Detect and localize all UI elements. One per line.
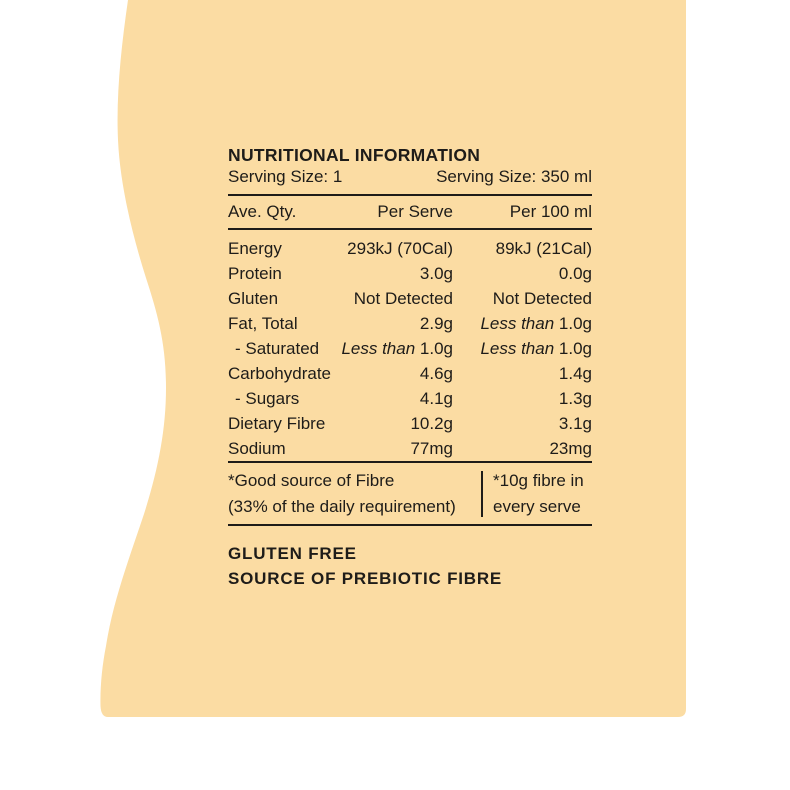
row-per-100ml: Less than 1.0g bbox=[480, 339, 592, 358]
row-label: Sodium bbox=[228, 439, 286, 458]
row-per-serve: Not Detected bbox=[353, 289, 453, 308]
row-label: Energy bbox=[228, 239, 282, 258]
table-row bbox=[228, 436, 592, 461]
row-per-serve: 10.2g bbox=[410, 414, 453, 433]
row-per-serve: 4.1g bbox=[419, 389, 453, 408]
claim-line: GLUTEN FREE bbox=[228, 544, 357, 563]
serving-row bbox=[228, 167, 592, 187]
row-label: Protein bbox=[228, 264, 282, 283]
row-per-100ml: 0.0g bbox=[558, 264, 592, 283]
table-row bbox=[228, 361, 592, 386]
serving-size-volume: Serving Size: 350 ml bbox=[436, 167, 592, 186]
footnote-right bbox=[483, 468, 584, 520]
row-per-serve: 2.9g bbox=[419, 314, 453, 333]
row-per-100ml: 89kJ (21Cal) bbox=[495, 239, 592, 258]
footnote-left-line2: (33% of the daily requirement) bbox=[228, 497, 456, 516]
row-label: - Saturated bbox=[235, 339, 320, 358]
serving-size-serve: Serving Size: 1 bbox=[228, 167, 343, 186]
table-row bbox=[228, 261, 592, 286]
footnote-right-line1: *10g fibre in bbox=[493, 471, 584, 490]
header-per-100ml: Per 100 ml bbox=[509, 202, 592, 221]
row-per-100ml: 23mg bbox=[549, 439, 592, 458]
row-per-100ml: Not Detected bbox=[492, 289, 592, 308]
table-header-row bbox=[228, 196, 592, 228]
table-row bbox=[228, 336, 592, 361]
table-row bbox=[228, 386, 592, 411]
header-per-serve: Per Serve bbox=[377, 202, 453, 221]
row-per-100ml: 1.3g bbox=[558, 389, 592, 408]
claims bbox=[228, 541, 592, 591]
row-per-100ml: 1.4g bbox=[558, 364, 592, 383]
row-per-100ml: Less than 1.0g bbox=[480, 314, 592, 333]
row-label: Fat, Total bbox=[228, 314, 298, 333]
panel-title: NUTRITIONAL INFORMATION bbox=[228, 145, 481, 165]
footnote-left bbox=[228, 468, 481, 520]
divider-footnote bbox=[228, 524, 592, 526]
row-per-serve: 3.0g bbox=[419, 264, 453, 283]
row-per-serve: 77mg bbox=[410, 439, 453, 458]
table-row bbox=[228, 411, 592, 436]
claim-line: SOURCE OF PREBIOTIC FIBRE bbox=[228, 569, 503, 588]
row-label: Dietary Fibre bbox=[228, 414, 326, 433]
footnote bbox=[228, 463, 592, 524]
row-per-serve: 4.6g bbox=[419, 364, 453, 383]
table-row bbox=[228, 236, 592, 261]
footnote-right-line2: every serve bbox=[493, 497, 581, 516]
table-row bbox=[228, 286, 592, 311]
row-per-serve: 293kJ (70Cal) bbox=[347, 239, 453, 258]
row-per-serve: Less than 1.0g bbox=[341, 339, 453, 358]
table-row bbox=[228, 311, 592, 336]
header-ave-qty: Ave. Qty. bbox=[228, 202, 297, 221]
divider-header bbox=[228, 228, 592, 230]
row-label: - Sugars bbox=[235, 389, 300, 408]
row-label: Gluten bbox=[228, 289, 279, 308]
nutrition-table-rows bbox=[228, 236, 592, 461]
row-per-100ml: 3.1g bbox=[558, 414, 592, 433]
row-label: Carbohydrate bbox=[228, 364, 332, 383]
footnote-left-line1: *Good source of Fibre bbox=[228, 471, 395, 490]
nutrition-panel bbox=[228, 146, 592, 591]
